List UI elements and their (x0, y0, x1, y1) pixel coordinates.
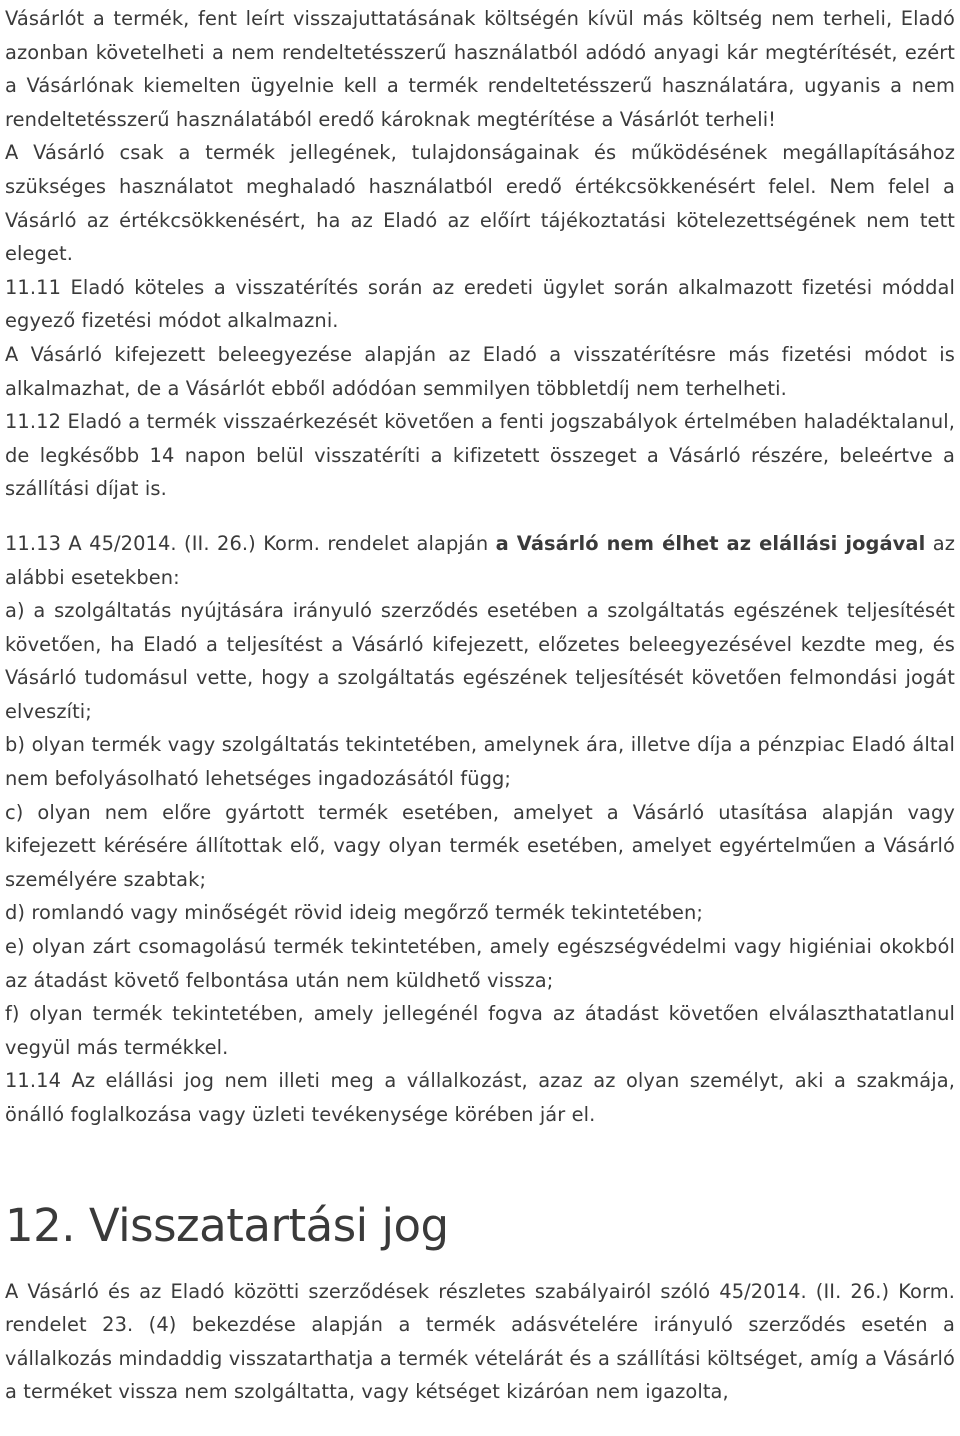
paragraph-11-12: 11.12 Eladó a termék visszaérkezését követően a fenti jogszabályok értelmében haladéktalanul, de legkésőbb 14 napon belül visszatéríti a kifizetett összeget a Vásárló részére, beleértve a szállítási díjat is. (5, 410, 955, 501)
list-item-c: c) olyan nem előre gyártott termék esetében, amelyet a Vásárló utasítása alapján vagy kifejezett kérésére állítottak elő, vagy olyan termék esetében, amelyet egyértelműen a Vásárló személyére szabtak; (5, 800, 955, 891)
list-item-e: e) olyan zárt csomagolású termék tekintetében, amely egészségvédelmi vagy higiéniai okokból az átadást követő felbontása után nem küldhető vissza; (5, 935, 955, 992)
paragraph-11-13-suffix: az alábbi esetekben: (5, 531, 955, 589)
paragraph-11-13-bold: a Vásárló nem élhet az elállási jogával (495, 531, 926, 555)
heading-spacer-top (5, 1132, 955, 1200)
paragraph-11-13 (5, 527, 955, 594)
list-item-b: b) olyan termék vagy szolgáltatás tekintetében, amelynek ára, illetve díja a pénzpiac Eladó által nem befolyásolható lehetséges ingadozásától függ; (5, 733, 955, 791)
heading-spacer-bottom (5, 1252, 955, 1275)
paragraph-spacer (5, 506, 955, 527)
list-item-d: d) romlandó vagy minőségét rövid ideig megőrző termék tekintetében; (5, 901, 704, 925)
paragraph-other-payment: A Vásárló kifejezett beleegyezése alapján az Eladó a visszatérítésre más fizetési módot is alkalmazhat, de a Vásárlót ebből adódóan semmilyen többletdíj nem terhelheti. (5, 342, 955, 400)
paragraph-retention: A Vásárló és az Eladó közötti szerződések részletes szabályairól szóló 45/2014. (II. 26.) Korm. rendelet 23. (4) bekezdése alapján a termék adásvételére irányuló szerződés esetén a vállalkozás mindaddig visszatarthatja a termék vételárát és a szállítási költséget, amíg a Vásárló a terméket vissza nem szolgáltatta, vagy kétséget kizáróan nem igazolta, (5, 1279, 955, 1404)
list-item-f: f) olyan termék tekintetében, amely jellegénél fogva az átadást követően elválaszthatatlanul vegyül más termékkel. (5, 1002, 955, 1059)
paragraph-depreciation: A Vásárló csak a termék jellegének, tulajdonságainak és működésének megállapításához szükséges használatot meghaladó használatból eredő értékcsökkenésért felel. Nem felel a Vásárló az értékcsökkenésért, ha az Eladó az előírt tájékoztatási kötelezettségének nem tett eleget. (5, 141, 955, 266)
section-heading: 12. Visszatartási jog (5, 1198, 449, 1252)
paragraph-return-costs: Vásárlót a termék, fent leírt visszajuttatásának költségén kívül más költség nem terheli, Eladó azonban követelheti a nem rendeltetésszerű használatból adódó anyagi kár megtérítését, ezért a Vásárlónak kiemelten ügyelnie kell a termék rendeltetésszerű használatára, ugyanis a nem rendeltetésszerű használatából eredő károknak megtérítése a Vásárlót terheli! (5, 7, 955, 131)
document-page (5, 2, 955, 1409)
paragraph-11-14: 11.14 Az elállási jog nem illeti meg a vállalkozást, azaz az olyan személyt, aki a szakmája, önálló foglalkozása vagy üzleti tevékenysége körében jár el. (5, 1069, 955, 1126)
paragraph-11-13-prefix: 11.13 A 45/2014. (II. 26.) Korm. rendelet alapján (5, 531, 496, 555)
list-item-a: a) a szolgáltatás nyújtására irányuló szerződés esetében a szolgáltatás egészének teljesítését követően, ha Eladó a teljesítést a Vásárló kifejezett, előzetes beleegyezésével kezdte meg, és Vásárló tudomásul vette, hogy a szolgáltatás egészének teljesítését követően felmondási jogát elveszíti; (5, 599, 955, 723)
paragraph-11-11: 11.11 Eladó köteles a visszatérítés során az eredeti ügylet során alkalmazott fizetési móddal egyező fizetési módot alkalmazni. (5, 275, 955, 333)
